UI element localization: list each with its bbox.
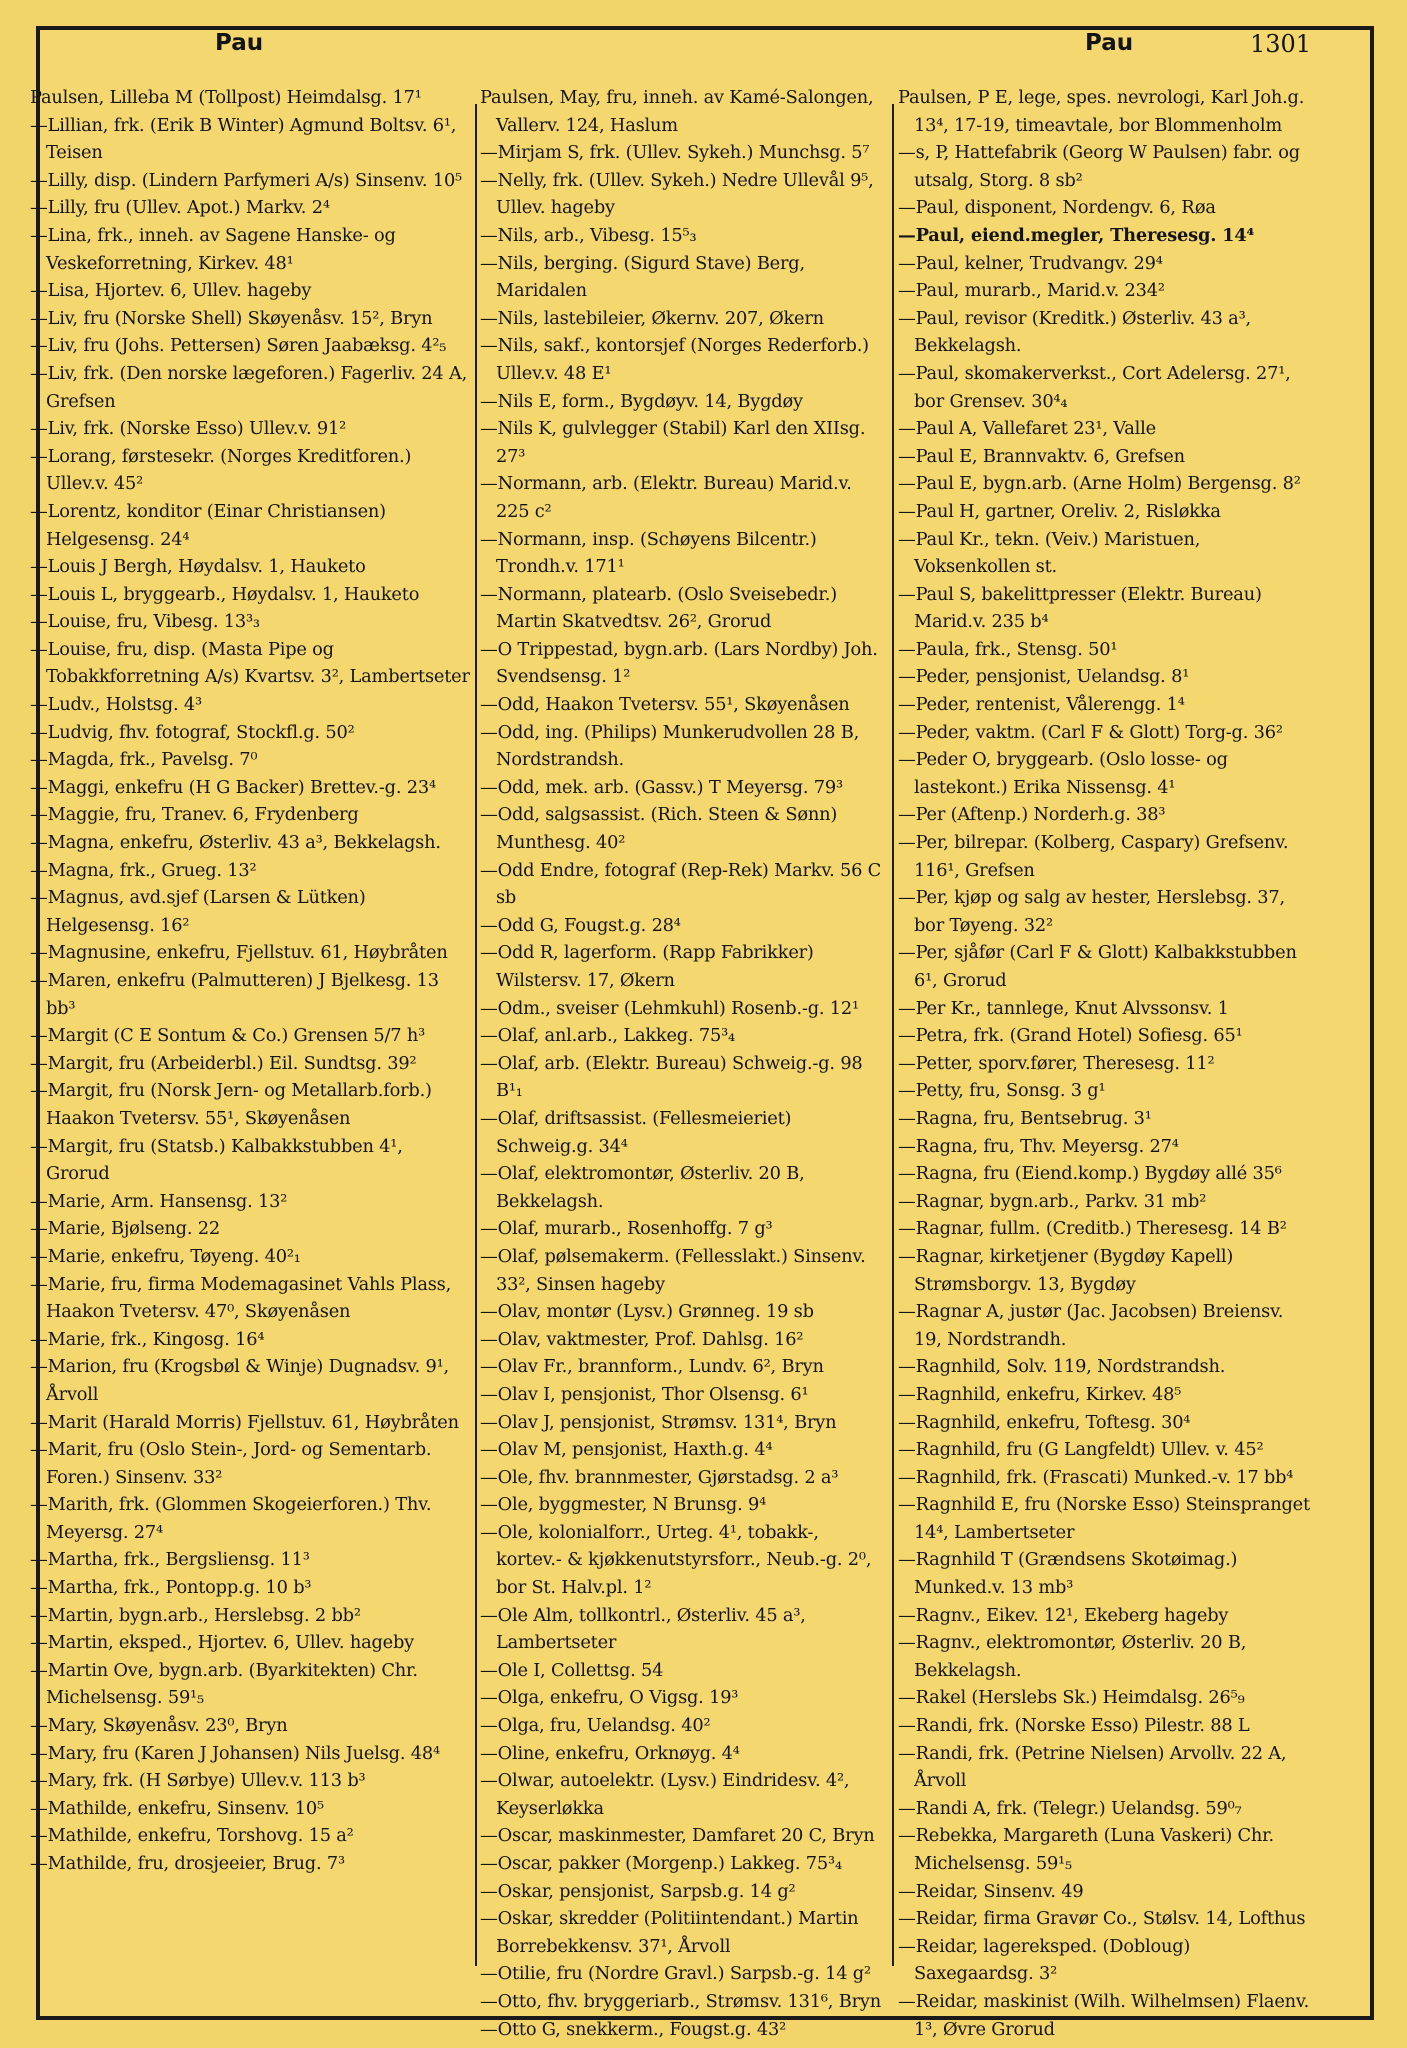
directory-entry: —Ragnhild, enkefru, Kirkev. 48⁵ bbox=[898, 1383, 1182, 1405]
directory-column-3 bbox=[898, 84, 1310, 2040]
directory-entry: —Marie, fru, firma Modemagasinet Vahls Plass, Haakon Tvetersv. 47⁰, Skøyenåsen bbox=[30, 1273, 452, 1323]
directory-entry: —Paul Kr., tekn. (Veiv.) Maristuen, Voksenkollen st. bbox=[898, 528, 1201, 578]
directory-entry: —Odd, mek. arb. (Gassv.) T Meyersg. 79³ bbox=[480, 776, 843, 798]
directory-entry: —Paul, disponent, Nordengv. 6, Røa bbox=[898, 197, 1216, 219]
directory-entry: —Olaf, driftsassist. (Fellesmeieriet) Schweig.g. 34⁴ bbox=[480, 1107, 792, 1157]
directory-entry: —Olaf, elektromontør, Østerliv. 20 B, Bekkelagsh. bbox=[480, 1163, 805, 1212]
directory-entry: —Paul, skomakerverkst., Cort Adelersg. 27¹, bor Grensev. 30⁴₄ bbox=[898, 362, 1291, 412]
directory-entry: Paulsen, May, fru, inneh. av Kamé-Salongen, Vallerv. 124, Haslum bbox=[480, 87, 874, 136]
directory-entry: —Peder O, bryggearb. (Oslo losse- og lastekont.) Erika Nissensg. 4¹ bbox=[898, 749, 1228, 798]
directory-entry: —Magna, enkefru, Østerliv. 43 a³, Bekkelagsh. bbox=[30, 832, 441, 854]
directory-entry: —Marie, enkefru, Tøyeng. 40²₁ bbox=[30, 1245, 301, 1267]
directory-entry: —Nelly, frk. (Ullev. Sykeh.) Nedre Ullevål 9⁵, Ullev. hageby bbox=[480, 169, 874, 219]
directory-entry: —Paul H, gartner, Oreliv. 2, Risløkka bbox=[898, 500, 1221, 522]
directory-entry: —Otto, fhv. bryggeriarb., Strømsv. 131⁶, Bryn bbox=[480, 1990, 881, 2012]
directory-entry: —Magnusine, enkefru, Fjellstuv. 61, Høybråten bbox=[30, 942, 448, 964]
directory-entry: Paulsen, Lilleba M (Tollpost) Heimdalsg. 17¹ bbox=[30, 87, 422, 108]
directory-entry: —Ragnhild, Solv. 119, Nordstrandsh. bbox=[898, 1356, 1226, 1378]
directory-entry: —Nils, sakf., kontorsjef (Norges Rederforb.) Ullev.v. 48 E¹ bbox=[480, 335, 869, 384]
directory-entry: —Olav Fr., brannform., Lundv. 6², Bryn bbox=[480, 1356, 824, 1378]
directory-entry: —Normann, platearb. (Oslo Sveisebedr.) Martin Skatvedtsv. 26², Grorud bbox=[480, 583, 837, 633]
directory-entry: —Ragnhild, enkefru, Toftesg. 30⁴ bbox=[898, 1411, 1191, 1433]
directory-entry: —Paul, kelner, Trudvangv. 29⁴ bbox=[898, 252, 1163, 274]
directory-entry: —Per, bilrepar. (Kolberg, Caspary) Grefsenv. 116¹, Grefsen bbox=[898, 832, 1289, 881]
directory-entry: —Mary, Skøyenåsv. 23⁰, Bryn bbox=[30, 1715, 288, 1737]
directory-entry: —Lorang, førstesekr. (Norges Kreditforen.) Ullev.v. 45² bbox=[30, 445, 412, 495]
directory-entry: —Otilie, fru (Nordre Gravl.) Sarpsb.-g. 14 g² bbox=[480, 1963, 871, 1985]
directory-entry: —Maggi, enkefru (H G Backer) Brettev.-g. 23⁴ bbox=[30, 776, 436, 798]
directory-entry: —Oscar, maskinmester, Damfaret 20 C, Bryn bbox=[480, 1825, 875, 1847]
directory-entry: —Olav I, pensjonist, Thor Olsensg. 6¹ bbox=[480, 1383, 809, 1405]
page-number: 1301 bbox=[1250, 30, 1312, 58]
directory-entry: —Maren, enkefru (Palmutteren) J Bjelkesg. 13 bb³ bbox=[30, 970, 439, 1019]
directory-entry: —Rebekka, Margareth (Luna Vaskeri) Chr. Michelsensg. 59¹₅ bbox=[898, 1825, 1274, 1874]
directory-entry: —Ragnar, fullm. (Creditb.) Theresesg. 14 B² bbox=[898, 1218, 1287, 1240]
page-header bbox=[0, 30, 1407, 70]
directory-entry: —Peder, vaktm. (Carl F & Glott) Torg-g. 36² bbox=[898, 721, 1283, 743]
directory-entry: —Olga, enkefru, O Vigsg. 19³ bbox=[480, 1687, 739, 1709]
directory-entry: —Mathilde, enkefru, Torshovg. 15 a² bbox=[30, 1825, 354, 1847]
directory-entry: —Ragna, fru (Eiend.komp.) Bygdøy allé 35⁶ bbox=[898, 1163, 1282, 1185]
directory-entry: —Margit, fru (Arbeiderbl.) Eil. Sundtsg. 39² bbox=[30, 1052, 417, 1074]
header-right-word: Pau bbox=[1085, 30, 1134, 56]
directory-entry: —Nils K, gulvlegger (Stabil) Karl den XIIsg. 27³ bbox=[480, 418, 866, 467]
directory-entry: Paulsen, P E, lege, spes. nevrologi, Karl Joh.g. 13⁴, 17-19, timeavtale, bor Blommenholm bbox=[898, 87, 1305, 136]
directory-entry: —Louise, fru, Vibesg. 13³₃ bbox=[30, 611, 260, 633]
directory-entry: —s, P, Hattefabrik (Georg W Paulsen) fabr. og utsalg, Storg. 8 sb² bbox=[898, 142, 1300, 191]
directory-entry: —Mirjam S, frk. (Ullev. Sykeh.) Munchsg. 5⁷ bbox=[480, 142, 870, 164]
directory-entry: —Marit (Harald Morris) Fjellstuv. 61, Høybråten bbox=[30, 1411, 459, 1433]
directory-entry: —Ole, kolonialforr., Urteg. 4¹, tobakk-, kortev.- & kjøkkenutstyrsforr., Neub.-g. 2⁰, bor St. Halv.pl. 1² bbox=[480, 1521, 872, 1599]
directory-entry: —Olga, fru, Uelandsg. 40² bbox=[480, 1715, 711, 1737]
directory-entry: —O Trippestad, bygn.arb. (Lars Nordby) Joh. Svendsensg. 1² bbox=[480, 638, 878, 688]
directory-entry: —Oskar, skredder (Politiintendant.) Martin Borrebekkensv. 37¹, Årvoll bbox=[480, 1908, 859, 1957]
directory-entry: —Magnus, avd.sjef (Larsen & Lütken) Helgesensg. 16² bbox=[30, 887, 366, 936]
directory-entry: —Petty, fru, Sonsg. 3 g¹ bbox=[898, 1080, 1106, 1102]
directory-entry: —Ole I, Collettsg. 54 bbox=[480, 1659, 664, 1681]
directory-entry: —Odd, ing. (Philips) Munkerudvollen 28 B, Nordstrandsh. bbox=[480, 721, 860, 771]
directory-entry: —Olav, vaktmester, Prof. Dahlsg. 16² bbox=[480, 1328, 804, 1350]
directory-entry: —Maggie, fru, Tranev. 6, Frydenberg bbox=[30, 804, 359, 826]
directory-entry: —Reidar, Sinsenv. 49 bbox=[898, 1880, 1084, 1902]
directory-entry: —Paula, frk., Stensg. 50¹ bbox=[898, 638, 1118, 660]
directory-entry: —Per, kjøp og salg av hester, Herslebsg. 37, bor Tøyeng. 32² bbox=[898, 887, 1285, 936]
directory-entry: —Liv, fru (Norske Shell) Skøyenåsv. 15², Bryn bbox=[30, 307, 433, 329]
directory-entry: —Ragnv., Eikev. 12¹, Ekeberg hageby bbox=[898, 1604, 1229, 1626]
directory-entry: —Randi A, frk. (Telegr.) Uelandsg. 59⁰₇ bbox=[898, 1797, 1242, 1819]
directory-entry: —Nils, berging. (Sigurd Stave) Berg, Maridalen bbox=[480, 252, 805, 302]
directory-entry: —Oline, enkefru, Orknøyg. 4⁴ bbox=[480, 1742, 740, 1764]
column-divider bbox=[475, 104, 477, 1966]
directory-entry: —Olav, montør (Lysv.) Grønneg. 19 sb bbox=[480, 1301, 814, 1323]
directory-entry: —Peder, pensjonist, Uelandsg. 8¹ bbox=[898, 666, 1190, 688]
directory-entry: —Margit, fru (Statsb.) Kalbakkstubben 4¹, Grorud bbox=[30, 1135, 403, 1185]
directory-entry: —Marie, Arm. Hansensg. 13² bbox=[30, 1190, 288, 1212]
directory-entry: —Louis L, bryggearb., Høydalsv. 1, Hauketo bbox=[30, 583, 420, 605]
directory-entry: —Liv, fru (Johs. Pettersen) Søren Jaabæksg. 4²₅ bbox=[30, 335, 447, 357]
directory-entry: —Ragnhild, frk. (Frascati) Munked.-v. 17 bb⁴ bbox=[898, 1466, 1294, 1488]
directory-entry: —Lorentz, konditor (Einar Christiansen) Helgesensg. 24⁴ bbox=[30, 500, 386, 550]
directory-entry: —Reidar, lagereksped. (Dobloug) Saxegaardsg. 3² bbox=[898, 1935, 1191, 1985]
column-divider bbox=[892, 104, 894, 1966]
directory-entry: —Petter, sporv.fører, Theresesg. 11² bbox=[898, 1052, 1215, 1074]
directory-entry: —Marith, frk. (Glommen Skogeierforen.) Thv. Meyersg. 27⁴ bbox=[30, 1494, 432, 1543]
directory-entry: —Mary, frk. (H Sørbye) Ullev.v. 113 b³ bbox=[30, 1770, 366, 1792]
directory-column-2 bbox=[480, 84, 888, 2040]
directory-entry: —Lina, frk., inneh. av Sagene Hanske- og Veskeforretning, Kirkev. 48¹ bbox=[30, 224, 396, 274]
directory-entry: —Ragnar A, justør (Jac. Jacobsen) Breiensv. 19, Nordstrandh. bbox=[898, 1301, 1284, 1350]
directory-entry: —Oscar, pakker (Morgenp.) Lakkeg. 75³₄ bbox=[480, 1853, 842, 1874]
header-left-word: Pau bbox=[215, 30, 264, 56]
directory-entry: —Lisa, Hjortev. 6, Ullev. hageby bbox=[30, 280, 312, 302]
directory-entry: —Odd Endre, fotograf (Rep-Rek) Markv. 56 C sb bbox=[480, 859, 882, 909]
directory-entry: —Paul, revisor (Kreditk.) Østerliv. 43 a³, Bekkelagsh. bbox=[898, 307, 1251, 357]
directory-entry: —Martin, eksped., Hjortev. 6, Ullev. hageby bbox=[30, 1632, 415, 1654]
directory-entry: —Martha, frk., Pontopp.g. 10 b³ bbox=[30, 1577, 312, 1599]
directory-entry: —Odm., sveiser (Lehmkuhl) Rosenb.-g. 12¹ bbox=[480, 997, 859, 1019]
directory-entry: —Martha, frk., Bergsliensg. 11³ bbox=[30, 1549, 310, 1571]
directory-entry: —Marie, frk., Kingosg. 16⁴ bbox=[30, 1328, 265, 1350]
directory-entry: —Louise, fru, disp. (Masta Pipe og Tobakkforretning A/s) Kvartsv. 3², Lambertseter bbox=[30, 638, 470, 688]
directory-entry: —Odd, Haakon Tvetersv. 55¹, Skøyenåsen bbox=[480, 694, 850, 716]
directory-entry: —Odd G, Fougst.g. 28⁴ bbox=[480, 914, 681, 936]
directory-entry: —Ragnhild, fru (G Langfeldt) Ullev. v. 45² bbox=[898, 1439, 1264, 1461]
directory-entry: —Ole Alm, tollkontrl., Østerliv. 45 a³, Lambertseter bbox=[480, 1604, 806, 1654]
directory-entry: —Margit, fru (Norsk Jern- og Metallarb.forb.) Haakon Tvetersv. 55¹, Skøyenåsen bbox=[30, 1080, 432, 1129]
directory-entry: —Ragna, fru, Bentsebrug. 3¹ bbox=[898, 1107, 1152, 1129]
directory-column-1 bbox=[30, 84, 470, 1964]
directory-entry: —Ragna, fru, Thv. Meyersg. 27⁴ bbox=[898, 1135, 1179, 1157]
directory-entry: —Ludvig, fhv. fotograf, Stockfl.g. 50² bbox=[30, 721, 355, 743]
directory-entry: —Reidar, maskinist (Wilh. Wilhelmsen) Flaenv. 1³, Øvre Grorud bbox=[898, 1990, 1310, 2040]
directory-entry: —Lilly, fru (Ullev. Apot.) Markv. 2⁴ bbox=[30, 197, 330, 219]
directory-entry: —Ragnhild T (Grændsens Skotøimag.) Munked.v. 13 mb³ bbox=[898, 1549, 1238, 1599]
directory-entry: —Liv, frk. (Den norske lægeforen.) Fagerliv. 24 A, Grefsen bbox=[30, 362, 468, 412]
directory-entry: —Ragnv., elektromontør, Østerliv. 20 B, Bekkelagsh. bbox=[898, 1632, 1247, 1681]
directory-entry: —Lilly, disp. (Lindern Parfymeri A/s) Sinsenv. 10⁵ bbox=[30, 169, 462, 191]
directory-entry: —Petra, frk. (Grand Hotel) Sofiesg. 65¹ bbox=[898, 1025, 1243, 1047]
directory-entry: —Marit, fru (Oslo Stein-, Jord- og Sementarb. Foren.) Sinsenv. 33² bbox=[30, 1439, 432, 1488]
directory-entry: —Ragnhild E, fru (Norske Esso) Steinspranget 14⁴, Lambertseter bbox=[898, 1494, 1310, 1543]
directory-entry: —Per, sjåfør (Carl F & Glott) Kalbakkstubben 6¹, Grorud bbox=[898, 942, 1297, 991]
directory-entry: —Rakel (Herslebs Sk.) Heimdalsg. 26⁵₉ bbox=[898, 1687, 1245, 1709]
directory-entry: —Ole, fhv. brannmester, Gjørstadsg. 2 a³ bbox=[480, 1466, 839, 1488]
directory-entry: —Marion, fru (Krogsbøl & Winje) Dugnadsv. 9¹, Årvoll bbox=[30, 1356, 449, 1405]
directory-entry: —Nils, lastebileier, Økernv. 207, Økern bbox=[480, 307, 824, 329]
directory-entry: —Olaf, anl.arb., Lakkeg. 75³₄ bbox=[480, 1025, 735, 1047]
directory-entry: —Ragnar, bygn.arb., Parkv. 31 mb² bbox=[898, 1190, 1207, 1212]
directory-entry: —Olaf, murarb., Rosenhoffg. 7 g³ bbox=[480, 1218, 773, 1240]
directory-entry: —Louis J Bergh, Høydalsv. 1, Hauketo bbox=[30, 556, 366, 578]
directory-entry: —Magna, frk., Grueg. 13² bbox=[30, 859, 257, 881]
directory-entry: —Randi, frk. (Petrine Nielsen) Arvollv. 22 A, Årvoll bbox=[898, 1742, 1287, 1792]
directory-entry: —Olaf, arb. (Elektr. Bureau) Schweig.-g. 98 B¹₁ bbox=[480, 1052, 863, 1102]
directory-entry: —Paul, murarb., Marid.v. 234² bbox=[898, 280, 1165, 302]
directory-entry: —Normann, insp. (Schøyens Bilcentr.) Trondh.v. 171¹ bbox=[480, 528, 817, 578]
directory-entry: —Ragnar, kirketjener (Bygdøy Kapell) Strømsborgv. 13, Bygdøy bbox=[898, 1245, 1234, 1295]
directory-entry: —Paul E, bygn.arb. (Arne Holm) Bergensg. 8² bbox=[898, 473, 1301, 495]
directory-entry: —Mathilde, fru, drosjeeier, Brug. 7³ bbox=[30, 1853, 345, 1874]
directory-entry: —Odd, salgsassist. (Rich. Steen & Sønn) Munthesg. 40² bbox=[480, 804, 838, 854]
directory-entry: —Paul E, Brannvaktv. 6, Grefsen bbox=[898, 445, 1185, 467]
directory-entry: —Nils, arb., Vibesg. 15⁵₃ bbox=[480, 224, 697, 246]
directory-entry: —Martin Ove, bygn.arb. (Byarkitekten) Chr. Michelsensg. 59¹₅ bbox=[30, 1659, 418, 1709]
directory-entry: —Per (Aftenp.) Norderh.g. 38³ bbox=[898, 804, 1166, 826]
directory-entry: —Marie, Bjølseng. 22 bbox=[30, 1218, 220, 1240]
directory-entry: —Paul S, bakelittpresser (Elektr. Bureau) Marid.v. 235 b⁴ bbox=[898, 583, 1262, 633]
directory-entry: —Mary, fru (Karen J Johansen) Nils Juelsg. 48⁴ bbox=[30, 1742, 440, 1764]
directory-entry: —Ludv., Holstsg. 4³ bbox=[30, 694, 202, 716]
directory-entry: —Oskar, pensjonist, Sarpsb.g. 14 g² bbox=[480, 1880, 796, 1902]
directory-entry: —Mathilde, enkefru, Sinsenv. 10⁵ bbox=[30, 1797, 324, 1819]
directory-entry: —Martin, bygn.arb., Herslebsg. 2 bb² bbox=[30, 1604, 361, 1626]
directory-entry: —Olav M, pensjonist, Haxth.g. 4⁴ bbox=[480, 1439, 773, 1461]
directory-entry: —Nils E, form., Bygdøyv. 14, Bygdøy bbox=[480, 390, 803, 412]
directory-entry: —Per Kr., tannlege, Knut Alvssonsv. 1 bbox=[898, 997, 1229, 1019]
directory-entry: —Reidar, firma Gravør Co., Stølsv. 14, Lofthus bbox=[898, 1908, 1306, 1930]
directory-entry: —Olav J, pensjonist, Strømsv. 131⁴, Bryn bbox=[480, 1411, 837, 1433]
directory-entry: —Ole, byggmester, N Brunsg. 9⁴ bbox=[480, 1494, 767, 1516]
directory-entry: —Otto G, snekkerm., Fougst.g. 43² bbox=[480, 2018, 787, 2040]
directory-entry: —Liv, frk. (Norske Esso) Ullev.v. 91² bbox=[30, 418, 347, 440]
directory-entry: —Odd R, lagerform. (Rapp Fabrikker) Wilstersv. 17, Økern bbox=[480, 942, 814, 991]
directory-entry: —Paul, eiend.megler, Theresesg. 14⁴ bbox=[898, 224, 1255, 246]
directory-entry: —Paul A, Vallefaret 23¹, Valle bbox=[898, 418, 1156, 440]
directory-entry: —Olaf, pølsemakerm. (Fellesslakt.) Sinsenv. 33², Sinsen hageby bbox=[480, 1245, 866, 1295]
directory-entry: —Magda, frk., Pavelsg. 7⁰ bbox=[30, 749, 258, 771]
directory-entry: —Olwar, autoelektr. (Lysv.) Eindridesv. 4², Keyserløkka bbox=[480, 1770, 850, 1819]
directory-entry: —Randi, frk. (Norske Esso) Pilestr. 88 L bbox=[898, 1715, 1250, 1737]
directory-entry: —Normann, arb. (Elektr. Bureau) Marid.v. 225 c² bbox=[480, 473, 852, 522]
directory-entry: —Lillian, frk. (Erik B Winter) Agmund Boltsv. 6¹, Teisen bbox=[30, 114, 457, 164]
directory-entry: —Peder, rentenist, Vålerengg. 1⁴ bbox=[898, 694, 1185, 716]
directory-entry: —Margit (C E Sontum & Co.) Grensen 5/7 h³ bbox=[30, 1025, 426, 1047]
